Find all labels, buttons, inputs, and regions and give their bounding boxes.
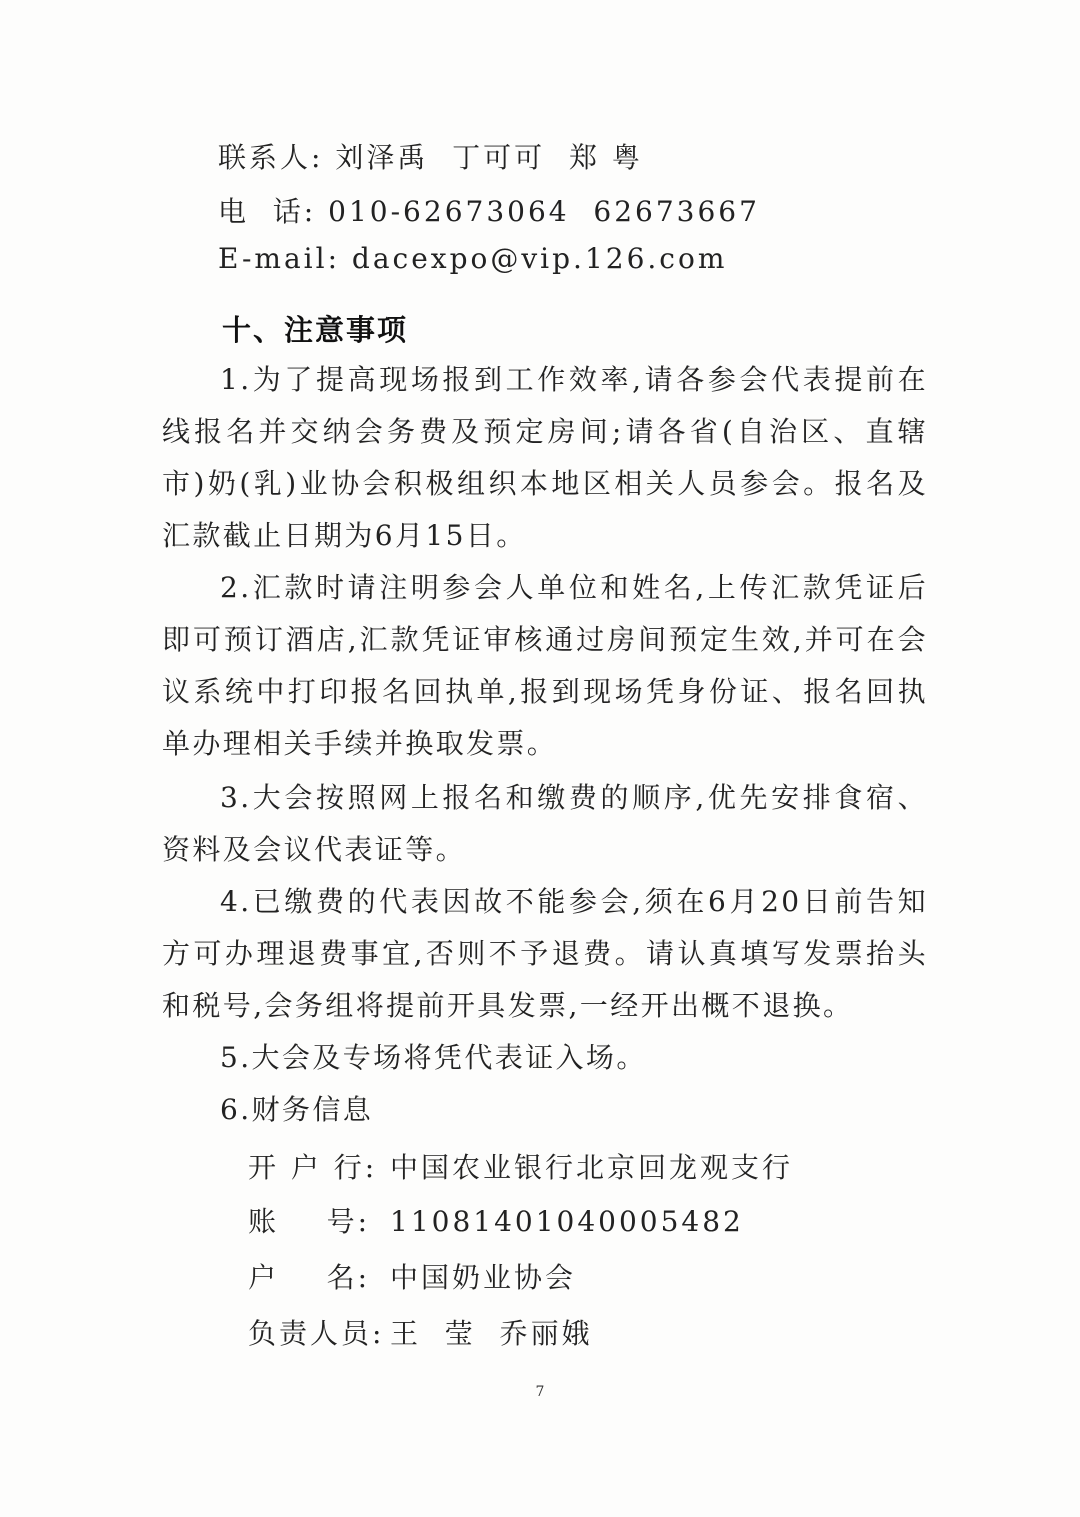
finance-account-row: [248, 1200, 744, 1240]
finance-name: 中国奶业协会: [390, 1261, 577, 1294]
finance-title: 6.财务信息: [220, 1093, 374, 1126]
finance-account-label: 账 号:: [248, 1205, 371, 1238]
contact-phone-row: [218, 190, 760, 230]
notice-item-2: 2.汇款时请注明参会人单位和姓名,上传汇款凭证后即可预订酒店,汇款凭证审核通过房间预定生效,并可在会议系统中打印报名回执单,报到现场凭身份证、报名回执单办理相关手续并换取发票。: [162, 571, 928, 760]
contact-phone: 010-62673064 62673667: [328, 195, 760, 228]
finance-manager: 王 莹 乔丽娥: [390, 1317, 593, 1350]
finance-name-row: [248, 1256, 576, 1296]
contact-email-row: [218, 242, 727, 275]
finance-name-label: 户 名:: [248, 1261, 371, 1294]
section-heading: 十、注意事项: [222, 313, 409, 347]
contact-persons-label: 联系人:: [218, 141, 324, 174]
notice-item-1: 1.为了提高现场报到工作效率,请各参会代表提前在线报名并交纳会务费及预定房间;请各省(自治区、直辖市)奶(乳)业协会积极组织本地区相关人员参会。报名及汇款截止日期为6月15日。: [162, 363, 928, 552]
finance-manager-label: 负责人员:: [248, 1317, 385, 1350]
finance-manager-row: [248, 1312, 593, 1352]
finance-bank-row: [248, 1146, 793, 1186]
finance-account: 11081401040005482: [390, 1205, 744, 1238]
contact-persons-row: [218, 136, 643, 176]
finance-bank-label: 开 户 行:: [248, 1151, 378, 1184]
notice-item-3: 3.大会按照网上报名和缴费的顺序,优先安排食宿、资料及会议代表证等。: [162, 781, 928, 866]
contact-phone-label: 电 话:: [218, 195, 317, 228]
page-number: 7: [535, 1384, 545, 1400]
contact-email: dacexpo@vip.126.com: [351, 242, 728, 275]
finance-bank: 中国农业银行北京回龙观支行: [390, 1151, 794, 1184]
notice-item-4: 4.已缴费的代表因故不能参会,须在6月20日前告知方可办理退费事宜,否则不予退费。请认真填写发票抬头和税号,会务组将提前开具发票,一经开出概不退换。: [162, 885, 928, 1022]
contact-persons: 刘泽禹 丁可可 郑 粤: [335, 141, 643, 174]
notice-item-5: 5.大会及专场将凭代表证入场。: [220, 1041, 647, 1074]
contact-email-label: E-mail:: [218, 242, 341, 275]
